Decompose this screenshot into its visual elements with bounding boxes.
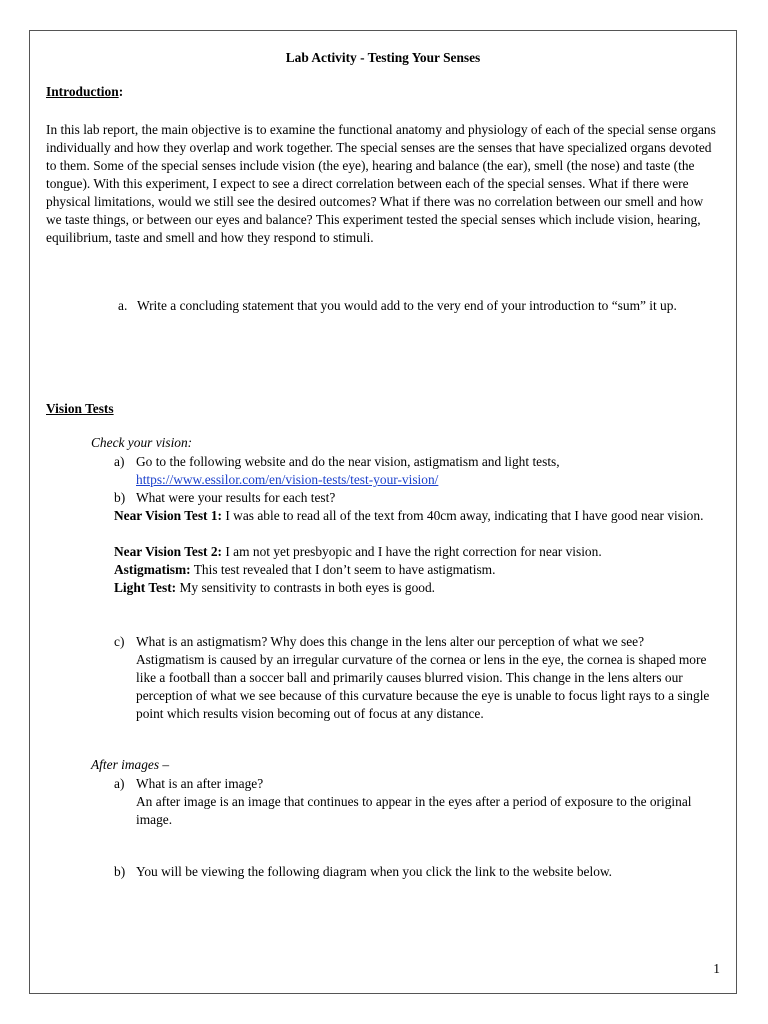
document-title: Lab Activity - Testing Your Senses <box>285 50 481 65</box>
result-near-vision-2 <box>114 543 714 561</box>
result-text: I am not yet presbyopic and I have the right correction for near vision. <box>222 544 602 559</box>
result-near-vision-1 <box>114 507 714 525</box>
after-images-item-a-question: What is an after image? <box>136 776 264 791</box>
introduction-heading-colon: : <box>118 84 124 99</box>
introduction-heading-text: Introduction <box>46 84 119 99</box>
after-images-label: After images – <box>91 757 170 772</box>
list-marker: c) <box>114 634 125 649</box>
vision-item-a-text: Go to the following website and do the near vision, astigmatism and light tests, <box>136 454 560 469</box>
vision-item-c-question: What is an astigmatism? Why does this change in the lens alter our perception of what we see? <box>136 634 645 649</box>
list-marker: a) <box>114 454 125 469</box>
vision-item-c-answer: Astigmatism is caused by an irregular curvature of the cornea or lens in the eye, the cornea is shaped more like a football than a soccer ball and primarily causes blurred vision. This change in the lens alters our perception of what we see because of this curvature because the eye is unable to focus light rays to a single point which results vision becoming out of focus at any distance. <box>136 652 710 721</box>
result-label: Light Test: <box>114 580 177 595</box>
document-page <box>29 30 737 994</box>
introduction-heading <box>46 84 123 100</box>
list-marker: a. <box>118 298 128 313</box>
after-images-item-a-answer: An after image is an image that continues to appear in the eyes after a period of exposure to the original image. <box>136 794 692 827</box>
introduction-item-a-text: Write a concluding statement that you would add to the very end of your introduction to “sum” it up. <box>137 298 677 313</box>
list-marker: a) <box>114 776 125 791</box>
result-text: My sensitivity to contrasts in both eyes is good. <box>176 580 436 595</box>
result-astigmatism <box>114 561 714 579</box>
list-marker: b) <box>114 864 126 879</box>
vision-test-link[interactable]: https://www.essilor.com/en/vision-tests/test-your-vision/ <box>136 472 439 487</box>
after-images-item-b-text: You will be viewing the following diagram when you click the link to the website below. <box>136 864 613 879</box>
result-label: Near Vision Test 2: <box>114 544 223 559</box>
check-vision-label: Check your vision: <box>91 435 193 450</box>
result-label: Near Vision Test 1: <box>114 508 223 523</box>
result-light-test <box>114 579 714 597</box>
result-text: This test revealed that I don’t seem to have astigmatism. <box>190 562 496 577</box>
list-marker: b) <box>114 490 126 505</box>
vision-item-b-text: What were your results for each test? <box>136 490 336 505</box>
page-number: 1 <box>713 961 720 976</box>
introduction-paragraph: In this lab report, the main objective is to examine the functional anatomy and physiology of each of the special sense organs individually and how they overlap and work together. The special senses are the senses that have specialized organs devoted to them. Some of the special senses include vision (the eye), hearing and balance (the ear), smell (the nose) and taste (the tongue). With this experiment, I expect to see a direct correlation between each of the special senses. What if there were physical limitations, would we still see the desired outcomes? What if there was no correlation between our smell and how we taste things, or between our eyes and balance? This experiment tested the special senses which include vision, hearing, equilibrium, taste and smell and how they respond to stimuli. <box>46 122 716 245</box>
vision-tests-heading: Vision Tests <box>46 401 114 416</box>
result-text: I was able to read all of the text from 40cm away, indicating that I have good near vision. <box>222 508 704 523</box>
result-label: Astigmatism: <box>114 562 191 577</box>
